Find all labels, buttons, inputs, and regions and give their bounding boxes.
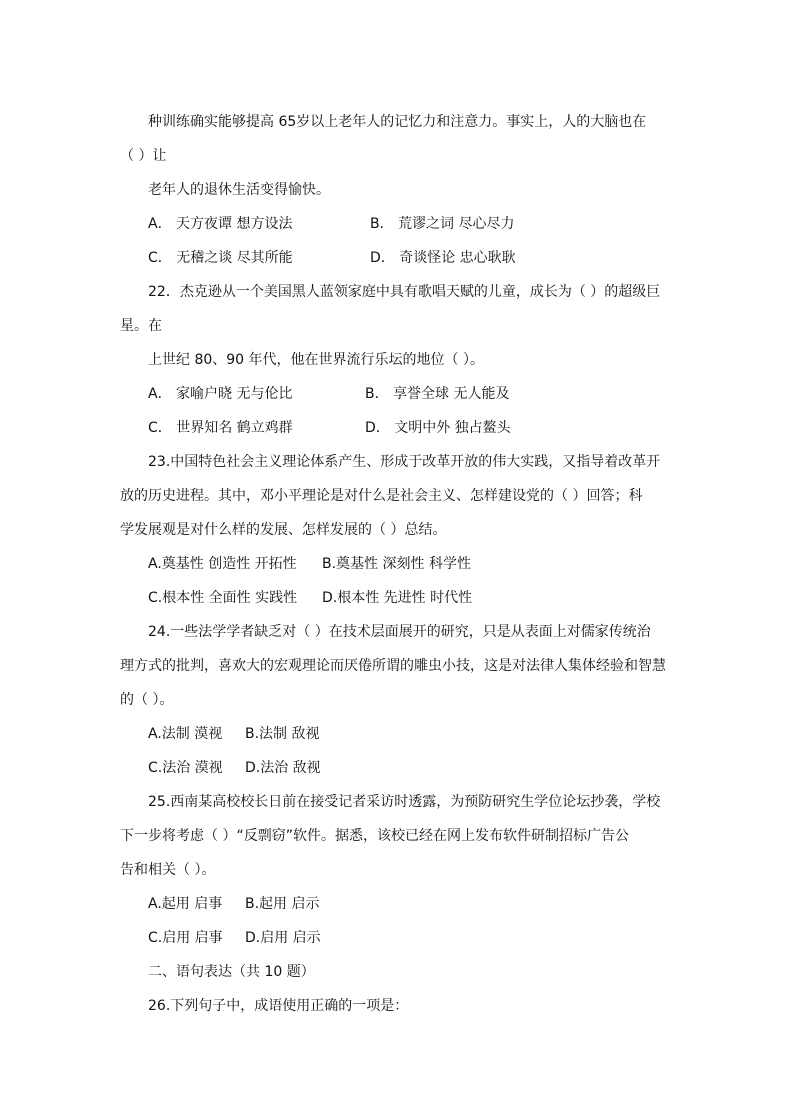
question-line: 学发展观是对什么样的发展、怎样发展的（ ）总结。 bbox=[120, 522, 447, 538]
paragraph-line: （ ）让 bbox=[120, 148, 167, 164]
option-item: C． 无稽之谈 尽其所能 bbox=[148, 250, 293, 266]
option-item: A.起用 启事 bbox=[148, 896, 223, 912]
question-line: 的（ ）。 bbox=[120, 692, 174, 708]
option-item: C.法治 漠视 bbox=[148, 760, 223, 776]
option-item: D.法治 敌视 bbox=[245, 760, 321, 776]
question-line: 星。在 bbox=[120, 318, 162, 334]
option-item: D． 文明中外 独占鳌头 bbox=[365, 420, 511, 436]
option-item: A． 天方夜谭 想方设法 bbox=[148, 216, 293, 232]
option-item: B.奠基性 深刻性 科学性 bbox=[322, 556, 471, 572]
option-item: B． 享誉全球 无人能及 bbox=[365, 386, 510, 402]
option-item: A.奠基性 创造性 开拓性 bbox=[148, 556, 297, 572]
section-heading: 二、语句表达（共 10 题） bbox=[148, 964, 315, 980]
option-item: D.根本性 先进性 时代性 bbox=[322, 590, 473, 606]
option-item: B.起用 启示 bbox=[245, 896, 320, 912]
option-item: C.启用 启事 bbox=[148, 930, 223, 946]
question-line: 23.中国特色社会主义理论体系产生、形成于改革开放的伟大实践，又指导着改革开 bbox=[148, 454, 661, 470]
option-item: A.法制 漠视 bbox=[148, 726, 223, 742]
paragraph-line: 种训练确实能够提高 65岁以上老年人的记忆力和注意力。事实上，人的大脑也在 bbox=[148, 114, 647, 130]
option-item: C.根本性 全面性 实践性 bbox=[148, 590, 298, 606]
question-line: 22．杰克逊从一个美国黑人蓝领家庭中具有歌唱天赋的儿童，成长为（ ）的超级巨 bbox=[148, 284, 661, 300]
question-line: 放的历史进程。其中，邓小平理论是对什么是社会主义、怎样建设党的（ ）回答；科 bbox=[120, 488, 643, 504]
paragraph-line: 老年人的退休生活变得愉快。 bbox=[148, 182, 330, 198]
option-item: C． 世界知名 鹤立鸡群 bbox=[148, 420, 293, 436]
option-item: D.启用 启示 bbox=[245, 930, 321, 946]
question-line: 25.西南某高校校长日前在接受记者采访时透露，为预防研究生学位论坛抄袭，学校 bbox=[148, 794, 661, 810]
question-line: 24.一些法学学者缺乏对（ ）在技术层面展开的研究，只是从表面上对儒家传统治 bbox=[148, 624, 651, 640]
option-item: A． 家喻户晓 无与伦比 bbox=[148, 386, 293, 402]
question-line: 告和相关（ ）。 bbox=[120, 862, 216, 878]
question-line: 上世纪 80、90 年代，他在世界流行乐坛的地位（ ）。 bbox=[148, 352, 484, 368]
option-item: D． 奇谈怪论 忠心耿耿 bbox=[370, 250, 516, 266]
option-item: B． 荒谬之词 尽心尽力 bbox=[370, 216, 515, 232]
option-item: B.法制 敌视 bbox=[245, 726, 320, 742]
question-line: 理方式的批判，喜欢大的宏观理论而厌倦所谓的雕虫小技，这是对法律人集体经验和智慧 bbox=[120, 658, 666, 674]
question-line: 下一步将考虑（ ）“反剽窃”软件。据悉，该校已经在网上发布软件研制招标广告公 bbox=[120, 828, 629, 844]
question-line: 26.下列句子中，成语使用正确的一项是： bbox=[148, 998, 409, 1014]
